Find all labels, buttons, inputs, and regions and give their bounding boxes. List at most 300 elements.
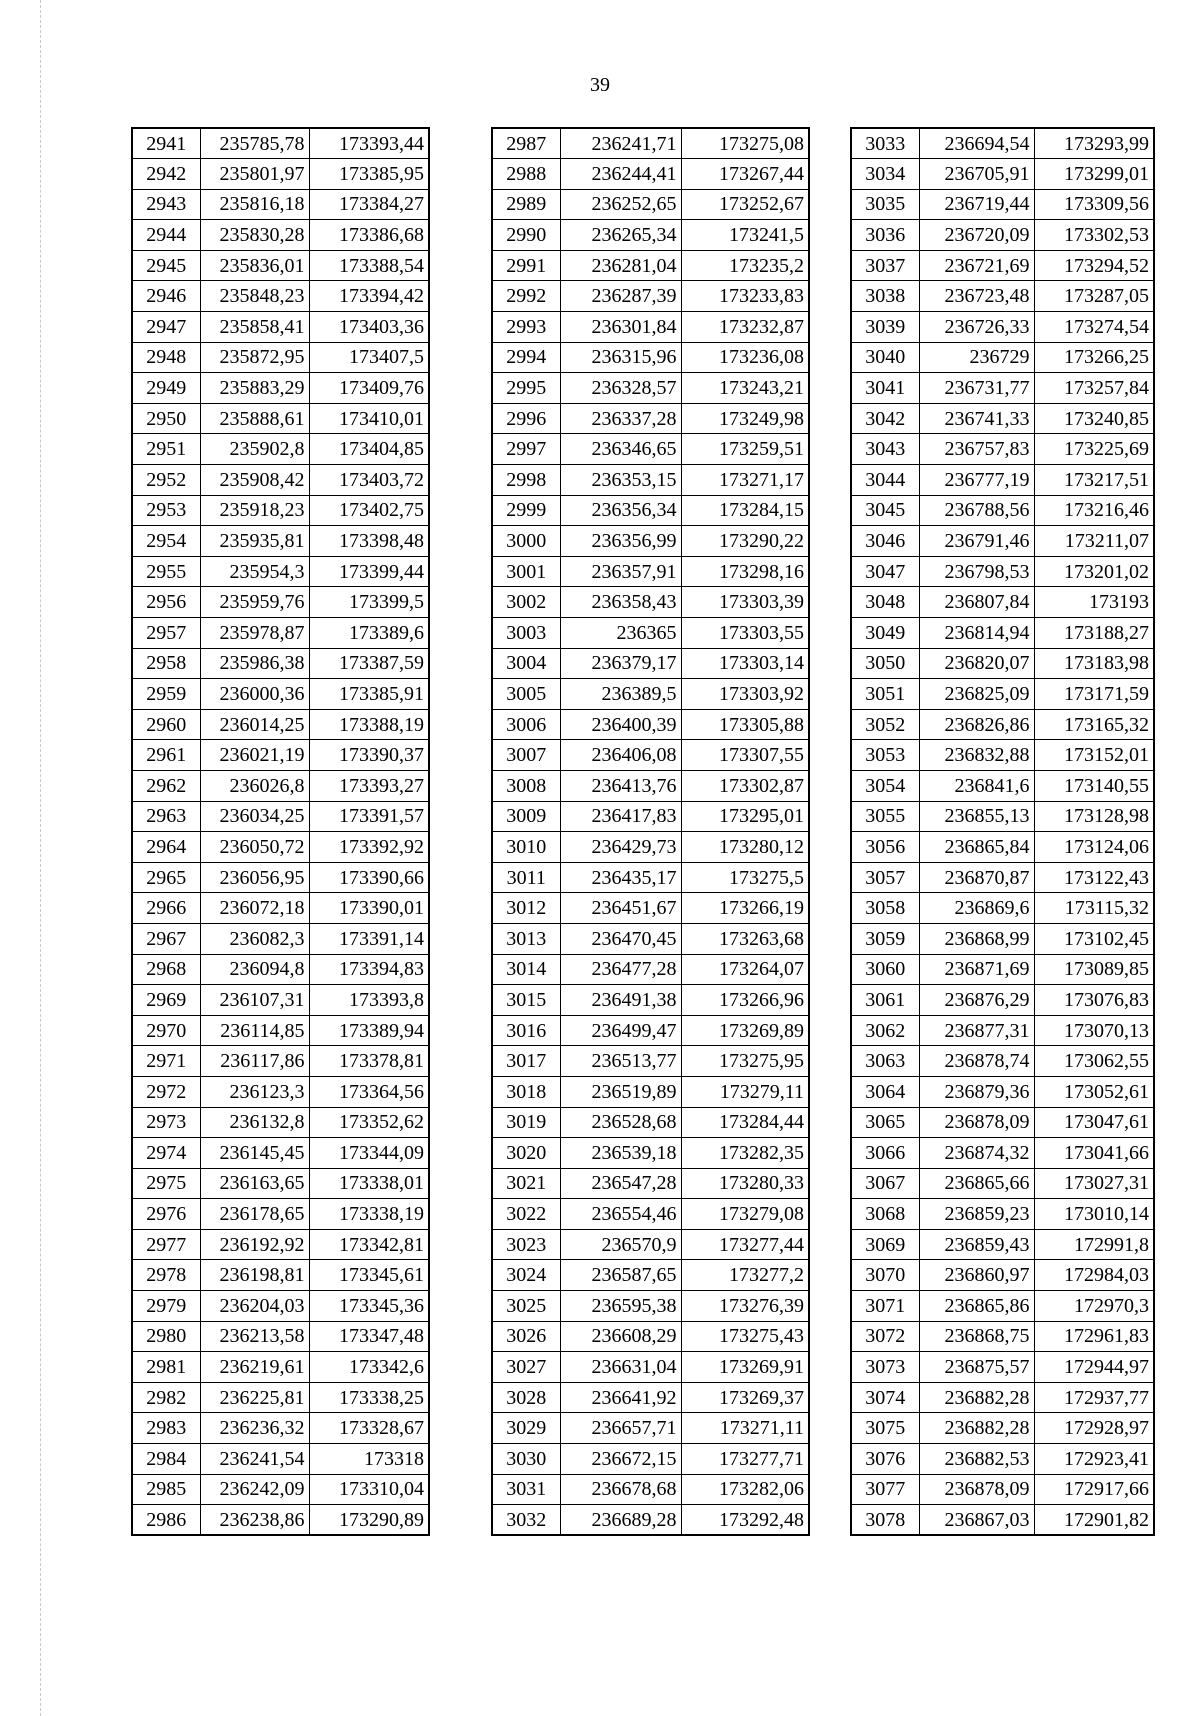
- point-number-cell: 3076: [851, 1444, 919, 1475]
- x-coordinate-cell: 236513,77: [560, 1046, 681, 1077]
- table-row: [492, 1474, 809, 1505]
- point-number-cell: 2981: [132, 1352, 200, 1383]
- table-row: [492, 1107, 809, 1138]
- x-coordinate-cell: 236346,65: [560, 434, 681, 465]
- table-row: [132, 1474, 429, 1505]
- x-coordinate-cell: 236595,38: [560, 1291, 681, 1322]
- y-coordinate-cell: 173277,44: [681, 1229, 809, 1260]
- table-row: [132, 189, 429, 220]
- point-number-cell: 3074: [851, 1382, 919, 1413]
- x-coordinate-cell: 236721,69: [919, 250, 1034, 281]
- y-coordinate-cell: 173241,5: [681, 220, 809, 251]
- table-row: [132, 556, 429, 587]
- table-row: [132, 495, 429, 526]
- point-number-cell: 3048: [851, 587, 919, 618]
- table-row: [851, 985, 1154, 1016]
- table-row: [132, 1291, 429, 1322]
- x-coordinate-cell: 235959,76: [200, 587, 309, 618]
- x-coordinate-cell: 235858,41: [200, 312, 309, 343]
- y-coordinate-cell: 173403,72: [309, 465, 429, 496]
- y-coordinate-cell: 173062,55: [1034, 1046, 1154, 1077]
- x-coordinate-cell: 236252,65: [560, 189, 681, 220]
- table-row: [851, 1046, 1154, 1077]
- table-row: [492, 465, 809, 496]
- point-number-cell: 2966: [132, 893, 200, 924]
- point-number-cell: 2974: [132, 1138, 200, 1169]
- table-row: [132, 1168, 429, 1199]
- table-row: [492, 403, 809, 434]
- point-number-cell: 3014: [492, 954, 560, 985]
- table-row: [851, 465, 1154, 496]
- table-row: [492, 342, 809, 373]
- x-coordinate-cell: 235935,81: [200, 526, 309, 557]
- table-row: [492, 832, 809, 863]
- point-number-cell: 2954: [132, 526, 200, 557]
- x-coordinate-cell: 236820,07: [919, 648, 1034, 679]
- point-number-cell: 2944: [132, 220, 200, 251]
- point-number-cell: 3031: [492, 1474, 560, 1505]
- table-row: [851, 1444, 1154, 1475]
- point-number-cell: 3030: [492, 1444, 560, 1475]
- y-coordinate-cell: 173243,21: [681, 373, 809, 404]
- x-coordinate-cell: 236204,03: [200, 1291, 309, 1322]
- point-number-cell: 2997: [492, 434, 560, 465]
- table-row: [851, 128, 1154, 159]
- y-coordinate-cell: 173140,55: [1034, 770, 1154, 801]
- table-row: [492, 526, 809, 557]
- point-number-cell: 3069: [851, 1229, 919, 1260]
- table-row: [851, 954, 1154, 985]
- point-number-cell: 3042: [851, 403, 919, 434]
- table-row: [851, 1107, 1154, 1138]
- point-number-cell: 2987: [492, 128, 560, 159]
- x-coordinate-cell: 236163,65: [200, 1168, 309, 1199]
- y-coordinate-cell: 172991,8: [1034, 1229, 1154, 1260]
- point-number-cell: 3005: [492, 679, 560, 710]
- y-coordinate-cell: 173390,37: [309, 740, 429, 771]
- table-row: [492, 1015, 809, 1046]
- point-number-cell: 3068: [851, 1199, 919, 1230]
- y-coordinate-cell: 172944,97: [1034, 1352, 1154, 1383]
- x-coordinate-cell: 236082,3: [200, 923, 309, 954]
- y-coordinate-cell: 172928,97: [1034, 1413, 1154, 1444]
- table-row: [132, 832, 429, 863]
- y-coordinate-cell: 173399,5: [309, 587, 429, 618]
- x-coordinate-cell: 235954,3: [200, 556, 309, 587]
- table-row: [132, 465, 429, 496]
- table-row: [132, 342, 429, 373]
- y-coordinate-cell: 173266,25: [1034, 342, 1154, 373]
- y-coordinate-cell: 173310,04: [309, 1474, 429, 1505]
- x-coordinate-cell: 236878,09: [919, 1107, 1034, 1138]
- y-coordinate-cell: 173275,08: [681, 128, 809, 159]
- point-number-cell: 2946: [132, 281, 200, 312]
- point-number-cell: 2984: [132, 1444, 200, 1475]
- x-coordinate-cell: 236841,6: [919, 770, 1034, 801]
- y-coordinate-cell: 173152,01: [1034, 740, 1154, 771]
- point-number-cell: 3066: [851, 1138, 919, 1169]
- x-coordinate-cell: 236874,32: [919, 1138, 1034, 1169]
- x-coordinate-cell: 235872,95: [200, 342, 309, 373]
- y-coordinate-cell: 173328,67: [309, 1413, 429, 1444]
- y-coordinate-cell: 173410,01: [309, 403, 429, 434]
- point-number-cell: 2975: [132, 1168, 200, 1199]
- x-coordinate-cell: 236726,33: [919, 312, 1034, 343]
- table-row: [132, 1413, 429, 1444]
- table-row: [132, 587, 429, 618]
- table-row: [851, 648, 1154, 679]
- point-number-cell: 3067: [851, 1168, 919, 1199]
- table-row: [492, 1352, 809, 1383]
- x-coordinate-cell: 235986,38: [200, 648, 309, 679]
- y-coordinate-cell: 173271,11: [681, 1413, 809, 1444]
- y-coordinate-cell: 173318: [309, 1444, 429, 1475]
- x-coordinate-cell: 236777,19: [919, 465, 1034, 496]
- x-coordinate-cell: 236145,45: [200, 1138, 309, 1169]
- x-coordinate-cell: 236757,83: [919, 434, 1034, 465]
- table-row: [851, 587, 1154, 618]
- point-number-cell: 3052: [851, 709, 919, 740]
- point-number-cell: 3013: [492, 923, 560, 954]
- x-coordinate-cell: 235785,78: [200, 128, 309, 159]
- x-coordinate-cell: 236867,03: [919, 1505, 1034, 1536]
- y-coordinate-cell: 173070,13: [1034, 1015, 1154, 1046]
- point-number-cell: 2989: [492, 189, 560, 220]
- table-row: [851, 1015, 1154, 1046]
- y-coordinate-cell: 173263,68: [681, 923, 809, 954]
- y-coordinate-cell: 173309,56: [1034, 189, 1154, 220]
- y-coordinate-cell: 173388,54: [309, 250, 429, 281]
- x-coordinate-cell: 236855,13: [919, 801, 1034, 832]
- point-number-cell: 2983: [132, 1413, 200, 1444]
- x-coordinate-cell: 236723,48: [919, 281, 1034, 312]
- x-coordinate-cell: 236470,45: [560, 923, 681, 954]
- point-number-cell: 3034: [851, 159, 919, 190]
- x-coordinate-cell: 235908,42: [200, 465, 309, 496]
- x-coordinate-cell: 236868,99: [919, 923, 1034, 954]
- table-row: [492, 1382, 809, 1413]
- point-number-cell: 2985: [132, 1474, 200, 1505]
- y-coordinate-cell: 173275,43: [681, 1321, 809, 1352]
- table-row: [132, 618, 429, 649]
- y-coordinate-cell: 173240,85: [1034, 403, 1154, 434]
- point-number-cell: 3011: [492, 862, 560, 893]
- x-coordinate-cell: 236281,04: [560, 250, 681, 281]
- y-coordinate-cell: 173295,01: [681, 801, 809, 832]
- point-number-cell: 2967: [132, 923, 200, 954]
- x-coordinate-cell: 236554,46: [560, 1199, 681, 1230]
- table-row: [851, 618, 1154, 649]
- table-row: [851, 1321, 1154, 1352]
- table-row: [132, 1444, 429, 1475]
- table-row: [851, 1199, 1154, 1230]
- table-row: [851, 220, 1154, 251]
- point-number-cell: 2965: [132, 862, 200, 893]
- table-row: [132, 1321, 429, 1352]
- x-coordinate-cell: 236705,91: [919, 159, 1034, 190]
- x-coordinate-cell: 236244,41: [560, 159, 681, 190]
- y-coordinate-cell: 173391,57: [309, 801, 429, 832]
- table-row: [492, 770, 809, 801]
- table-row: [492, 709, 809, 740]
- y-coordinate-cell: 173216,46: [1034, 495, 1154, 526]
- table-row: [132, 1382, 429, 1413]
- y-coordinate-cell: 173010,14: [1034, 1199, 1154, 1230]
- x-coordinate-cell: 236859,43: [919, 1229, 1034, 1260]
- y-coordinate-cell: 173345,61: [309, 1260, 429, 1291]
- y-coordinate-cell: 172984,03: [1034, 1260, 1154, 1291]
- point-number-cell: 2995: [492, 373, 560, 404]
- table-row: [492, 648, 809, 679]
- table-row: [492, 1229, 809, 1260]
- y-coordinate-cell: 173193: [1034, 587, 1154, 618]
- x-coordinate-cell: 236608,29: [560, 1321, 681, 1352]
- y-coordinate-cell: 173342,6: [309, 1352, 429, 1383]
- point-number-cell: 3065: [851, 1107, 919, 1138]
- x-coordinate-cell: 236241,71: [560, 128, 681, 159]
- point-number-cell: 3023: [492, 1229, 560, 1260]
- point-number-cell: 3073: [851, 1352, 919, 1383]
- y-coordinate-cell: 173211,07: [1034, 526, 1154, 557]
- point-number-cell: 3026: [492, 1321, 560, 1352]
- x-coordinate-cell: 236198,81: [200, 1260, 309, 1291]
- y-coordinate-cell: 173399,44: [309, 556, 429, 587]
- point-number-cell: 3055: [851, 801, 919, 832]
- table-row: [132, 801, 429, 832]
- x-coordinate-cell: 236798,53: [919, 556, 1034, 587]
- point-number-cell: 3051: [851, 679, 919, 710]
- point-number-cell: 3037: [851, 250, 919, 281]
- x-coordinate-cell: 236528,68: [560, 1107, 681, 1138]
- point-number-cell: 3047: [851, 556, 919, 587]
- y-coordinate-cell: 173276,39: [681, 1291, 809, 1322]
- x-coordinate-cell: 236791,46: [919, 526, 1034, 557]
- table-row: [132, 740, 429, 771]
- x-coordinate-cell: 236882,28: [919, 1413, 1034, 1444]
- point-number-cell: 3054: [851, 770, 919, 801]
- table-row: [492, 1076, 809, 1107]
- y-coordinate-cell: 173305,88: [681, 709, 809, 740]
- y-coordinate-cell: 173385,95: [309, 159, 429, 190]
- table-row: [492, 495, 809, 526]
- table-row: [851, 556, 1154, 587]
- x-coordinate-cell: 236694,54: [919, 128, 1034, 159]
- x-coordinate-cell: 236225,81: [200, 1382, 309, 1413]
- table-row: [132, 281, 429, 312]
- point-number-cell: 2998: [492, 465, 560, 496]
- table-row: [492, 1444, 809, 1475]
- table-row: [492, 954, 809, 985]
- x-coordinate-cell: 236301,84: [560, 312, 681, 343]
- point-number-cell: 2992: [492, 281, 560, 312]
- point-number-cell: 3053: [851, 740, 919, 771]
- table-row: [851, 403, 1154, 434]
- y-coordinate-cell: 173282,35: [681, 1138, 809, 1169]
- point-number-cell: 2996: [492, 403, 560, 434]
- table-row: [851, 801, 1154, 832]
- y-coordinate-cell: 173292,48: [681, 1505, 809, 1536]
- table-row: [492, 1046, 809, 1077]
- x-coordinate-cell: 236132,8: [200, 1107, 309, 1138]
- x-coordinate-cell: 236241,54: [200, 1444, 309, 1475]
- table-row: [132, 648, 429, 679]
- point-number-cell: 2961: [132, 740, 200, 771]
- x-coordinate-cell: 236729: [919, 342, 1034, 373]
- y-coordinate-cell: 173252,67: [681, 189, 809, 220]
- y-coordinate-cell: 173347,48: [309, 1321, 429, 1352]
- x-coordinate-cell: 236356,99: [560, 526, 681, 557]
- x-coordinate-cell: 235836,01: [200, 250, 309, 281]
- x-coordinate-cell: 236689,28: [560, 1505, 681, 1536]
- y-coordinate-cell: 173393,44: [309, 128, 429, 159]
- x-coordinate-cell: 236878,74: [919, 1046, 1034, 1077]
- table-row: [492, 373, 809, 404]
- point-number-cell: 3075: [851, 1413, 919, 1444]
- y-coordinate-cell: 173115,32: [1034, 893, 1154, 924]
- point-number-cell: 3064: [851, 1076, 919, 1107]
- y-coordinate-cell: 173188,27: [1034, 618, 1154, 649]
- point-number-cell: 3028: [492, 1382, 560, 1413]
- table-row: [132, 1352, 429, 1383]
- y-coordinate-cell: 173345,36: [309, 1291, 429, 1322]
- table-row: [132, 679, 429, 710]
- x-coordinate-cell: 235883,29: [200, 373, 309, 404]
- y-coordinate-cell: 173378,81: [309, 1046, 429, 1077]
- y-coordinate-cell: 173403,36: [309, 312, 429, 343]
- point-number-cell: 3040: [851, 342, 919, 373]
- point-number-cell: 3058: [851, 893, 919, 924]
- table-row: [851, 281, 1154, 312]
- y-coordinate-cell: 173284,44: [681, 1107, 809, 1138]
- y-coordinate-cell: 173052,61: [1034, 1076, 1154, 1107]
- x-coordinate-cell: 236860,97: [919, 1260, 1034, 1291]
- table-row: [851, 1291, 1154, 1322]
- x-coordinate-cell: 236865,86: [919, 1291, 1034, 1322]
- table-row: [851, 923, 1154, 954]
- point-number-cell: 3018: [492, 1076, 560, 1107]
- y-coordinate-cell: 172901,82: [1034, 1505, 1154, 1536]
- y-coordinate-cell: 173269,91: [681, 1352, 809, 1383]
- point-number-cell: 3056: [851, 832, 919, 863]
- x-coordinate-cell: 236353,15: [560, 465, 681, 496]
- table-row: [851, 1229, 1154, 1260]
- table-row: [492, 1168, 809, 1199]
- point-number-cell: 2943: [132, 189, 200, 220]
- y-coordinate-cell: 172970,3: [1034, 1291, 1154, 1322]
- y-coordinate-cell: 173389,94: [309, 1015, 429, 1046]
- point-number-cell: 3059: [851, 923, 919, 954]
- y-coordinate-cell: 173217,51: [1034, 465, 1154, 496]
- point-number-cell: 2978: [132, 1260, 200, 1291]
- point-number-cell: 2982: [132, 1382, 200, 1413]
- y-coordinate-cell: 173236,08: [681, 342, 809, 373]
- point-number-cell: 3044: [851, 465, 919, 496]
- x-coordinate-cell: 236868,75: [919, 1321, 1034, 1352]
- x-coordinate-cell: 236788,56: [919, 495, 1034, 526]
- x-coordinate-cell: 235978,87: [200, 618, 309, 649]
- table-row: [132, 434, 429, 465]
- table-row: [851, 1505, 1154, 1536]
- table-row: [492, 1260, 809, 1291]
- point-number-cell: 2999: [492, 495, 560, 526]
- table-row: [851, 312, 1154, 343]
- x-coordinate-cell: 236876,29: [919, 985, 1034, 1016]
- point-number-cell: 3029: [492, 1413, 560, 1444]
- y-coordinate-cell: 173364,56: [309, 1076, 429, 1107]
- x-coordinate-cell: 236814,94: [919, 618, 1034, 649]
- y-coordinate-cell: 173269,37: [681, 1382, 809, 1413]
- y-coordinate-cell: 173290,22: [681, 526, 809, 557]
- point-number-cell: 2949: [132, 373, 200, 404]
- y-coordinate-cell: 173338,25: [309, 1382, 429, 1413]
- y-coordinate-cell: 173279,08: [681, 1199, 809, 1230]
- y-coordinate-cell: 173102,45: [1034, 923, 1154, 954]
- y-coordinate-cell: 172917,66: [1034, 1474, 1154, 1505]
- x-coordinate-cell: 236878,09: [919, 1474, 1034, 1505]
- x-coordinate-cell: 236242,09: [200, 1474, 309, 1505]
- point-number-cell: 2955: [132, 556, 200, 587]
- table-row: [492, 1138, 809, 1169]
- table-row: [851, 1413, 1154, 1444]
- x-coordinate-cell: 236400,39: [560, 709, 681, 740]
- table-row: [492, 1291, 809, 1322]
- x-coordinate-cell: 236213,58: [200, 1321, 309, 1352]
- x-coordinate-cell: 235888,61: [200, 403, 309, 434]
- coordinate-table-2: [491, 127, 810, 1536]
- x-coordinate-cell: 236315,96: [560, 342, 681, 373]
- y-coordinate-cell: 173302,53: [1034, 220, 1154, 251]
- point-number-cell: 2960: [132, 709, 200, 740]
- point-number-cell: 2957: [132, 618, 200, 649]
- x-coordinate-cell: 236871,69: [919, 954, 1034, 985]
- x-coordinate-cell: 236056,95: [200, 862, 309, 893]
- point-number-cell: 3045: [851, 495, 919, 526]
- y-coordinate-cell: 173390,66: [309, 862, 429, 893]
- point-number-cell: 3036: [851, 220, 919, 251]
- x-coordinate-cell: 236178,65: [200, 1199, 309, 1230]
- y-coordinate-cell: 173293,99: [1034, 128, 1154, 159]
- y-coordinate-cell: 173257,84: [1034, 373, 1154, 404]
- table-row: [492, 1413, 809, 1444]
- y-coordinate-cell: 173027,31: [1034, 1168, 1154, 1199]
- table-row: [132, 1505, 429, 1536]
- point-number-cell: 3070: [851, 1260, 919, 1291]
- y-coordinate-cell: 173407,5: [309, 342, 429, 373]
- point-number-cell: 3063: [851, 1046, 919, 1077]
- point-number-cell: 3046: [851, 526, 919, 557]
- x-coordinate-cell: 236034,25: [200, 801, 309, 832]
- point-number-cell: 2950: [132, 403, 200, 434]
- point-number-cell: 2947: [132, 312, 200, 343]
- x-coordinate-cell: 236358,43: [560, 587, 681, 618]
- table-row: [851, 832, 1154, 863]
- point-number-cell: 3038: [851, 281, 919, 312]
- point-number-cell: 2994: [492, 342, 560, 373]
- point-number-cell: 3002: [492, 587, 560, 618]
- point-number-cell: 2941: [132, 128, 200, 159]
- y-coordinate-cell: 173280,12: [681, 832, 809, 863]
- y-coordinate-cell: 173388,19: [309, 709, 429, 740]
- y-coordinate-cell: 173404,85: [309, 434, 429, 465]
- x-coordinate-cell: 236807,84: [919, 587, 1034, 618]
- table-row: [132, 1138, 429, 1169]
- x-coordinate-cell: 236519,89: [560, 1076, 681, 1107]
- y-coordinate-cell: 173338,01: [309, 1168, 429, 1199]
- point-number-cell: 3057: [851, 862, 919, 893]
- point-number-cell: 3033: [851, 128, 919, 159]
- y-coordinate-cell: 173269,89: [681, 1015, 809, 1046]
- y-coordinate-cell: 173128,98: [1034, 801, 1154, 832]
